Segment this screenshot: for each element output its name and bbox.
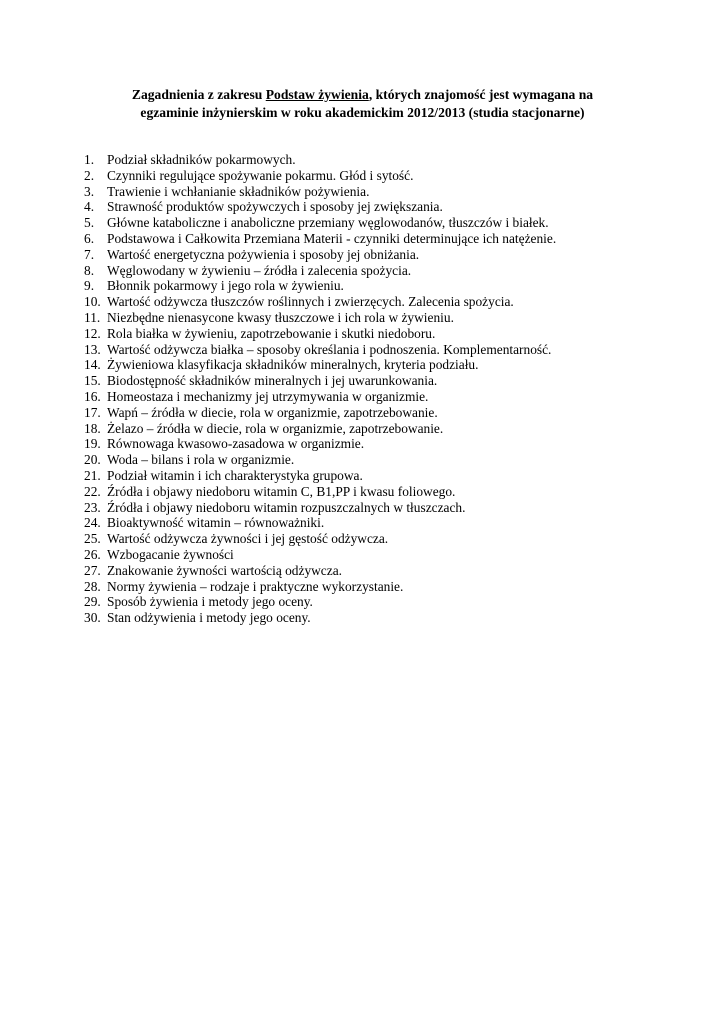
list-item-number: 19. (84, 436, 101, 452)
list-item-text: Homeostaza i mechanizmy jej utrzymywania w organizmie. (107, 388, 429, 404)
list-item (84, 310, 684, 326)
list-item-text: Trawienie i wchłanianie składników pożywienia. (107, 183, 370, 199)
list-item-text: Biodostępność składników mineralnych i jej uwarunkowania. (107, 373, 438, 389)
list-item-text: Niezbędne nienasycone kwasy tłuszczowe i ich rola w żywieniu. (107, 309, 454, 325)
list-item-number: 20. (84, 452, 101, 468)
list-item-number: 6. (84, 230, 95, 246)
list-item (84, 531, 684, 547)
list-item-number: 28. (84, 578, 101, 594)
list-item-number: 18. (84, 420, 101, 436)
title-line-1 (60, 86, 665, 104)
list-item (84, 452, 684, 468)
list-item (84, 579, 684, 595)
list-item-text: Główne kataboliczne i anaboliczne przemiany węglowodanów, tłuszczów i białek. (107, 215, 549, 231)
list-item (84, 168, 684, 184)
list-item-number: 23. (84, 499, 101, 515)
list-item-text: Woda – bilans i rola w organizmie. (107, 452, 295, 468)
list-item (84, 184, 684, 200)
list-item (84, 326, 684, 342)
list-item (84, 342, 684, 358)
list-item-text: Strawność produktów spożywczych i sposoby jej zwiększania. (107, 199, 443, 215)
list-item-text: Żywieniowa klasyfikacja składników mineralnych, kryteria podziału. (107, 357, 479, 373)
list-item-number: 1. (84, 152, 95, 167)
list-item (84, 231, 684, 247)
list-item-number: 25. (84, 531, 101, 547)
document-title (60, 86, 665, 122)
list-item-number: 22. (84, 483, 101, 499)
list-item-text: Wartość odżywcza białka – sposoby określania i podnoszenia. Komplementarność. (107, 341, 552, 357)
list-item-number: 24. (84, 515, 101, 531)
list-item-number: 2. (84, 167, 95, 183)
list-item (84, 373, 684, 389)
list-item-text: Wartość odżywcza tłuszczów roślinnych i zwierzęcych. Zalecenia spożycia. (107, 294, 514, 310)
list-item (84, 610, 684, 626)
list-item-number: 27. (84, 562, 101, 578)
list-item (84, 421, 684, 437)
list-item (84, 484, 684, 500)
list-item (84, 247, 684, 263)
list-item-number: 7. (84, 246, 95, 262)
list-item-text: Źródła i objawy niedoboru witamin C, B1,PP i kwasu foliowego. (107, 483, 456, 499)
list-item-number: 10. (84, 294, 101, 310)
list-item-number: 16. (84, 388, 101, 404)
list-item-number: 13. (84, 341, 101, 357)
list-item (84, 199, 684, 215)
list-item (84, 405, 684, 421)
list-item (84, 278, 684, 294)
title-line-1-start: Zagadnienia z zakresu (131, 87, 266, 102)
list-item-number: 30. (84, 610, 101, 626)
list-item-text: Bioaktywność witamin – równoważniki. (107, 515, 325, 531)
list-item-text: Równowaga kwasowo-zasadowa w organizmie. (107, 436, 365, 452)
list-item-text: Wartość odżywcza żywności i jej gęstość odżywcza. (107, 531, 389, 547)
list-item-number: 29. (84, 594, 101, 610)
list-item-number: 11. (84, 309, 101, 325)
list-item (84, 547, 684, 563)
list-item-number: 4. (84, 199, 95, 215)
list-item-text: Znakowanie żywności wartością odżywcza. (107, 562, 342, 578)
list-item-number: 9. (84, 278, 95, 294)
list-item-text: Żelazo – źródła w diecie, rola w organizmie, zapotrzebowanie. (107, 420, 444, 436)
title-line-1-end: , których znajomość jest wymagana na (368, 87, 594, 102)
list-item-text: Wzbogacanie żywności (107, 546, 234, 562)
list-item-text: Źródła i objawy niedoboru witamin rozpuszczalnych w tłuszczach. (107, 499, 466, 515)
list-item-text: Błonnik pokarmowy i jego rola w żywieniu. (107, 278, 344, 294)
list-item-number: 26. (84, 546, 101, 562)
list-item (84, 468, 684, 484)
list-item-number: 8. (84, 262, 95, 278)
list-item-text: Podział składników pokarmowych. (107, 152, 296, 167)
list-item (84, 215, 684, 231)
list-item (84, 152, 684, 168)
list-item (84, 500, 684, 516)
list-item-number: 5. (84, 215, 95, 231)
list-item-text: Podstawowa i Całkowita Przemiana Materii - czynniki determinujące ich natężenie. (107, 230, 557, 246)
list-item-text: Wartość energetyczna pożywienia i sposoby jej obniżania. (107, 246, 420, 262)
list-item-text: Stan odżywienia i metody jego oceny. (107, 610, 311, 626)
list-item (84, 594, 684, 610)
list-item-number: 3. (84, 183, 95, 199)
title-subject-underlined: Podstaw żywienia (265, 87, 369, 102)
list-item-text: Normy żywienia – rodzaje i praktyczne wykorzystanie. (107, 578, 404, 594)
title-line-2: egzaminie inżynierskim w roku akademickim 2012/2013 (studia stacjonarne) (140, 105, 585, 120)
list-item (84, 294, 684, 310)
list-item (84, 563, 684, 579)
list-item-text: Rola białka w żywieniu, zapotrzebowanie i skutki niedoboru. (107, 325, 436, 341)
list-item (84, 357, 684, 373)
list-item-number: 14. (84, 357, 101, 373)
list-item-text: Węglowodany w żywieniu – źródła i zalecenia spożycia. (107, 262, 412, 278)
list-item-text: Sposób żywienia i metody jego oceny. (107, 594, 313, 610)
list-item-text: Wapń – źródła w diecie, rola w organizmie, zapotrzebowanie. (107, 404, 438, 420)
topic-list (84, 152, 684, 626)
list-item-number: 12. (84, 325, 101, 341)
list-item-text: Czynniki regulujące spożywanie pokarmu. Głód i sytość. (107, 167, 414, 183)
list-item-number: 15. (84, 373, 101, 389)
list-item (84, 263, 684, 279)
list-item (84, 515, 684, 531)
list-item-text: Podział witamin i ich charakterystyka grupowa. (107, 467, 363, 483)
list-item (84, 436, 684, 452)
list-item-number: 21. (84, 467, 101, 483)
list-item (84, 389, 684, 405)
list-item-number: 17. (84, 404, 101, 420)
